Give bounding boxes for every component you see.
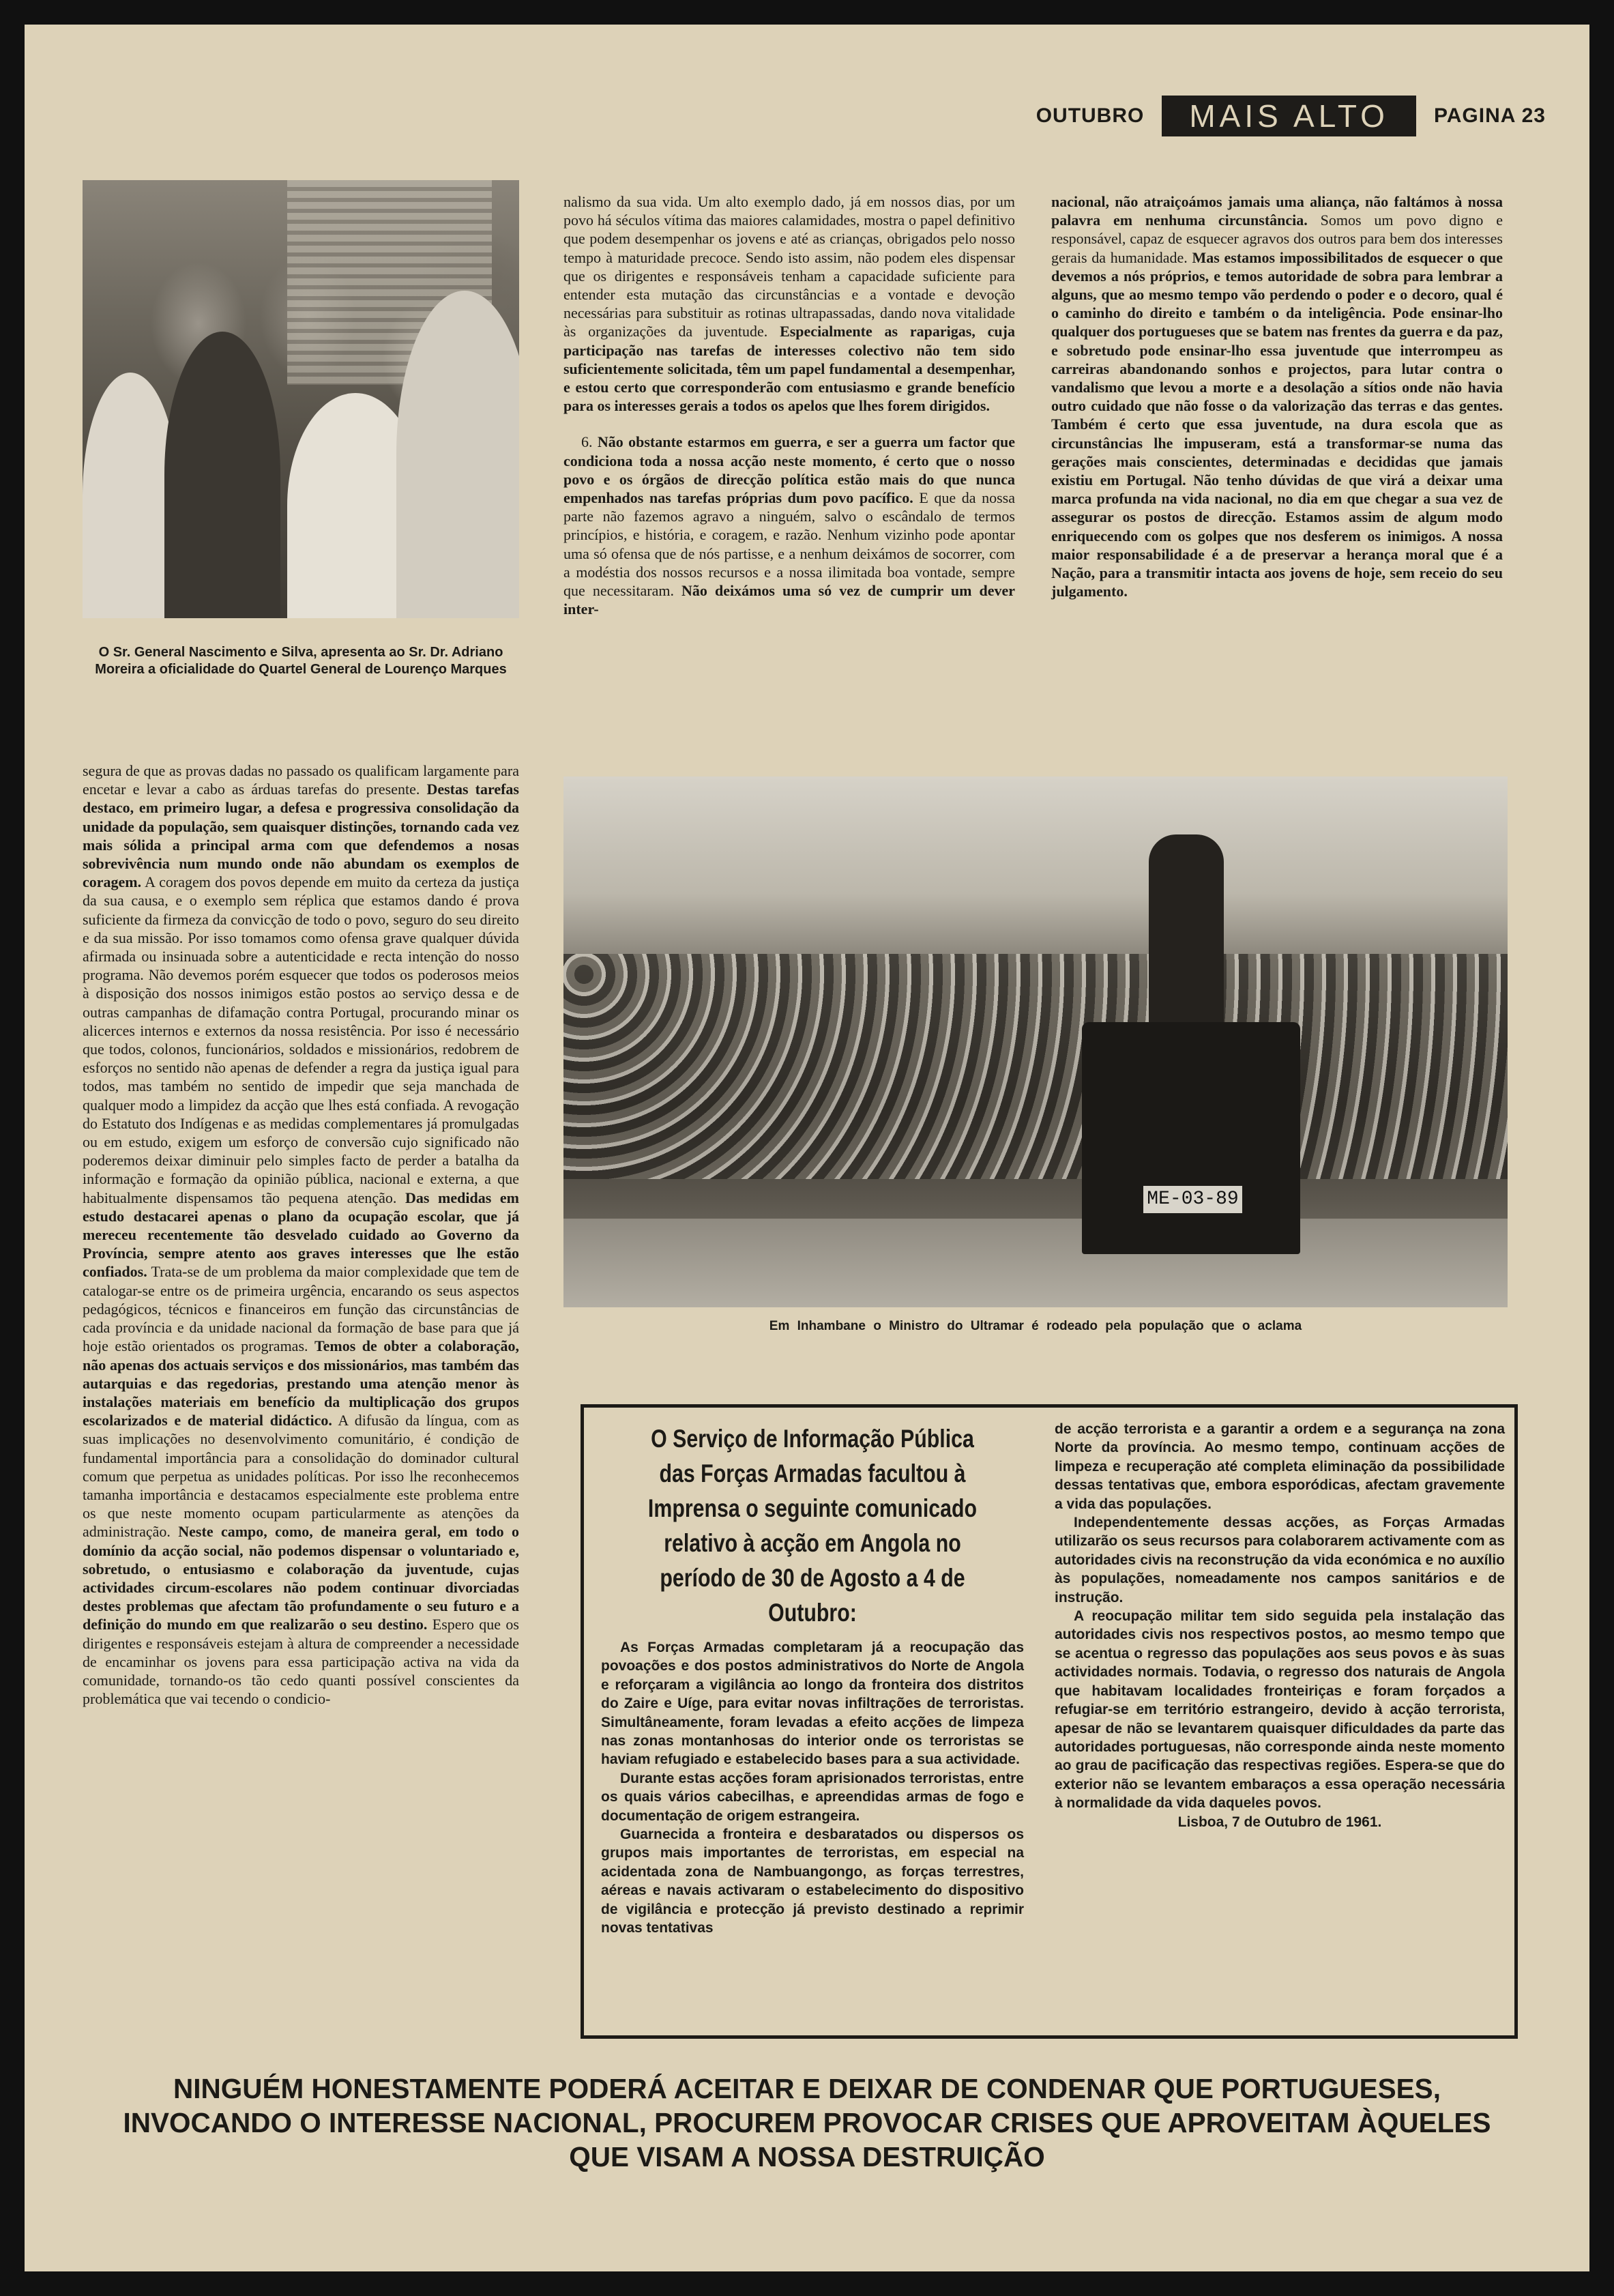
column3-paragraph [1051, 192, 1503, 600]
communique-signature: Lisboa, 7 de Outubro de 1961. [1177, 1814, 1382, 1830]
header-title: MAIS ALTO [1162, 96, 1416, 136]
text-run: segura de que as provas dadas no passado os qualificam largamente para encetar e levar a cabo as árduas tarefas do presente. [83, 762, 519, 798]
photo-officials-handshake [83, 180, 519, 618]
photo1-caption: O Sr. General Nascimento e Silva, apresenta ao Sr. Dr. Adriano Moreira a oficialidade do Quartel General de Lourenço Marques [95, 645, 507, 677]
communique-title: O Serviço de Informação Pública das Forças Armadas facultou à Imprensa o seguinte comunicado relativo à acção em Angola no período de 30 de Agosto a 4 de Outubro: [647, 1425, 978, 1627]
text-run-bold: Especialmente as raparigas, cuja participação nas tarefas de interesses colectivo não tem sido suficientemente solicitada, têm um papel fundamental a desempenhar, e estou certo que corresponderão com entusiasmo e grande benefício para os interesses gerais a todos os apelos que lhes forem dirigidos. [563, 323, 1015, 415]
communique-paragraph: A reocupação militar tem sido seguida pela instalação das autoridades civis nos respectivos postos, ao mesmo tempo que se acentua o regresso das populações aos seus povos e às suas actividades normais. Todavia, o regresso dos naturais de Angola que habitavam localidades fronteiriças e foram forçados a refugiar-se em território estrangeiro, devido à acção terrorista, apesar de não se levantarem quaisquer dificuldades da parte das autoridades portuguesas, não corresponde ainda neste momento ao grau de pacificação das respectivas regiões. Espera-se que do exterior não se levantem embaraços a essa operação necessária à normalidade da vida daqueles povos. [1055, 1608, 1505, 1812]
header-page-number: PAGINA 23 [1433, 104, 1546, 127]
text-run: A coragem dos povos depende em muito da certeza da justiça da sua causa, e o exemplo sem réplica que estamos dando é prova suficiente da firmeza da convicção de todo o povo, seguro do seu direito e da sua missão. Por isso tomamos como ofensa grave qualquer dúvida afirmada ou insinuada sobre a autenticidade e recta intenção do nosso programa. Não devemos porém esquecer que todos os poderosos meios à disposição dos nossos inimigos estão postos ao serviço dessa e de outras campanhas de difamação contra Portugal, procurando minar os alicerces internos e externos da nossa resistência. Por isso é necessário que todos, colonos, funcionários, soldados e missionários, redobrem de esforços no sentido não apenas de defender a regra da justiça igual para todos, mas também no sentido de impedir que seja manchada de qualquer modo a limpidez da acção que lhes está confiada. A revogação do Estatuto dos Indígenas e as medidas complementares já promulgadas ou em estudo, exigem um esforço de conversão cujo significado não poderemos deixar diminuir pelo simples facto de perder a batalha da informação e formação da opinião pública, nacional e externa, a que habitualmente dispensamos tão pequena atenção. [83, 873, 519, 1206]
photo2-road [563, 1219, 1508, 1307]
section-number: 6. [581, 433, 598, 451]
communique-box [581, 1404, 1518, 2039]
article-column-3 [1051, 192, 1503, 600]
photo2-minister-figure [1149, 834, 1224, 1026]
article-column-1 [83, 761, 519, 1708]
text-run-bold: Neste campo, como, de maneira geral, em todo o domínio da acção social, não podemos dispensar o voluntariado e, sobretudo, o entusiasmo e colaboração da juventude, cujas actividades circum-escolares não podem continuar divorciadas destes problemas que afectam tão profundamente o seu futuro e a definição do mundo em que realizarão o seu destino. [83, 1523, 519, 1633]
column2-paragraph-2 [563, 433, 1015, 618]
text-run: Somos um povo digno e responsável, capaz de esquecer agravos dos outros para bem dos interesses gerais da humanidade. [1051, 212, 1503, 266]
photo2-jeep [1082, 1022, 1300, 1254]
photo2-caption: Em Inhambane o Ministro do Ultramar é rodeado pela população que o aclama [769, 1319, 1302, 1333]
communique-paragraph: Independentemente dessas acções, as Forças Armadas utilizarão os seus recursos para colaborarem activamente com as autoridades civis na reconstrução da vida económica e no auxílio às populações, nomeadamente nos campos sanitários e de instrução. [1055, 1515, 1505, 1605]
text-run: Trata-se de um problema da maior complexidade que tem de catalogar-se entre os de primeira urgência, encarando os seus aspectos pedagógicos, técnicos e financeiros em função das circunstâncias de cada província e da unidade nacional da formação de base para que já hoje estão orientados os programas. [83, 1263, 519, 1355]
text-run-bold: Temos de obter a colaboração, não apenas dos actuais serviços e dos missionários, mas também das autarquias e das regedorias, prestando uma atenção menor às instalações materiais em benefício da multiplicação dos grupos escolarizados e de material didáctico. [83, 1337, 519, 1429]
text-run-bold: Não deixámos uma só vez de cumprir um dever inter- [563, 582, 1016, 618]
communique-left-column [601, 1638, 1024, 1938]
communique-paragraph: Durante estas acções foram aprisionados terroristas, entre os quais vários cabecilhas, e apreendidas armas de fogo e documentação de origem estrangeira. [601, 1770, 1024, 1824]
text-run-bold: Não obstante estarmos em guerra, e ser a guerra um factor que condiciona toda a nossa acção neste momento, é certo que o nosso povo e os órgãos de direcção política estão mais do que nunca empenhados nas tarefas próprias dum povo pacífico. [563, 433, 1015, 507]
page-header [1036, 96, 1546, 136]
newspaper-page [25, 25, 1589, 2271]
article-column-2 [563, 192, 1015, 618]
photo2-license-plate: ME-03-89 [1143, 1186, 1242, 1213]
text-run: nalismo da sua vida. Um alto exemplo dado, já em nossos dias, por um povo há séculos vítima das maiores calamidades, mostra o papel definitivo que podem desempenhar os jovens e até as crianças, obrigados pelo nosso tempo à maturidade precoce. Sendo isto assim, não podem eles dispensar que os dirigentes e responsáveis tenham a capacidade suficiente para entender esta mutação das circunstâncias e a vontade e devoção necessárias para substituir as rotinas ultrapassadas, dando nova vitalidade às organizações da juventude. [563, 193, 1015, 340]
column2-paragraph-1 [563, 192, 1015, 415]
text-run: E que da nossa parte não fazemos agravo a ninguém, salvo o escândalo de termos princípios, e história, e coragem, e razão. Nenhum vizinho pode apontar uma só ofensa que de nós partisse, e a nenhum deixámos de socorrer, com a modéstia dos nossos recursos e a nossa ilimitada boa vontade, sempre que necessitaram. [563, 489, 1016, 600]
photo-minister-jeep-crowd [563, 776, 1508, 1307]
header-month: OUTUBRO [1036, 104, 1145, 127]
photo2-crowd [563, 954, 1508, 1179]
communique-paragraph: Guarnecida a fronteira e desbaratados ou dispersos os grupos mais importantes de terroristas, em especial na acidentada zona de Nambuangongo, as forças terrestres, aéreas e navais activaram o estabelecimento do dispositivo de vigilância e protecção já previsto destinado a reprimir novas tentativas [601, 1827, 1024, 1936]
photo1-figure-center-left [164, 332, 280, 618]
text-run-bold: nacional, não atraiçoámos jamais uma aliança, não faltámos à nossa palavra em nenhuma circunstância. [1051, 193, 1503, 229]
bottom-banner-headline: NINGUÉM HONESTAMENTE PODERÁ ACEITAR E DEIXAR DE CONDENAR QUE PORTUGUESES, INVOCANDO O INTERESSE NACIONAL, PROCUREM PROVOCAR CRISES QUE APROVEITAM ÀQUELES QUE VISAM A NOSSA DESTRUIÇÃO [123, 2073, 1491, 2173]
text-run-bold: Das medidas em estudo destacarei apenas o plano da ocupação escolar, que já mereceu recentemente tão desvelado cuidado ao Governo da Província, sempre atento aos graves interesses que lhe estão confiados. [83, 1189, 519, 1281]
communique-right-column [1055, 1420, 1505, 1831]
communique-paragraph: de acção terrorista e a garantir a ordem e a segurança na zona Norte da província. Ao mesmo tempo, continuam acções de limpeza e recuperação até completa eliminação da possibilidade dessas tentativas que, embora esporódicas, afectam gravemente a vida das populações. [1055, 1421, 1505, 1512]
photo1-figure-left [83, 373, 178, 618]
communique-paragraph: As Forças Armadas completaram já a reocupação das povoações e dos postos administrativos do Norte de Angola e reforçaram a vigilância ao longo da fronteira dos distritos do Zaire e Uíge, para evitar novas infiltrações de terroristas. Simultâneamente, foram levadas a efeito acções de limpeza nas zonas montanhosas do interior onde os terroristas se haviam refugiado e estabelecido bases para a sua actividade. [601, 1640, 1024, 1768]
column1-paragraph [83, 761, 519, 1708]
text-run: Espero que os dirigentes e responsáveis estejam à altura de compreender a necessidade de encaminhar os jovens para essa participação activa na vida da comunidade, tornando-os tão cedo quanti possível conscientes da problemática que vai tecendo o condicio- [83, 1616, 519, 1708]
text-run-bold: Destas tarefas destaco, em primeiro lugar, a defesa e progressiva consolidação da unidade da população, sem quaisquer distinções, tornando cada vez mais sólida a principal arma com que defendemos a nosas sobrevivência num mundo onde não abundam os exemplos de coragem. [83, 781, 519, 891]
text-run: A difusão da língua, com as suas implicações no desenvolvimento comunitário, é condição de fundamental importância para a consolidação do dominador cultural comum que perpetua as unidades políticas. Por isso lhe reconhecemos tamanha importância e destacamos especialmente este problema entre os que neste momento ocupam particularmente as atenções da administração. [83, 1412, 519, 1541]
text-run-bold: Mas estamos impossibilitados de esquecer o que devemos a nós próprios, e temos autoridade de sobra para lembrar a alguns, que ao mesmo tempo vão perdendo o poder e o decoro, qual é o caminho do direito e também o da inteligência. Pode ensinar-lho qualquer dos portugueses que se batem nas frentes da guerra e da paz, e sobretudo pode ensinar-lho essa juventude que interrompeu as carreiras abandonando sonhos e projectos, para lutar contra o vandalismo que levou a morte e a desolação a sítios onde não havia outro cuidado que não fosse o da valorização das terras e das gentes. Também é certo que essa juventude, na dura escola que as circunstâncias lhe impuseram, está a transformar-se numa das gerações mais conscientes, determinadas e decididas que jamais existiu em Portugal. Não tenho dúvidas de que virá a deixar uma marca profunda na vida nacional, no dia em que chegar a sua vez de assegurar os postos de direcção. Estamos assim de algum modo enriquecendo com os golpes que nos desferem os inimigos. A nossa maior responsabilidade é a de preservar a herança moral que é a Nação, para a transmitir intacta aos jovens de hoje, sem receio do seu julgamento. [1051, 248, 1503, 600]
